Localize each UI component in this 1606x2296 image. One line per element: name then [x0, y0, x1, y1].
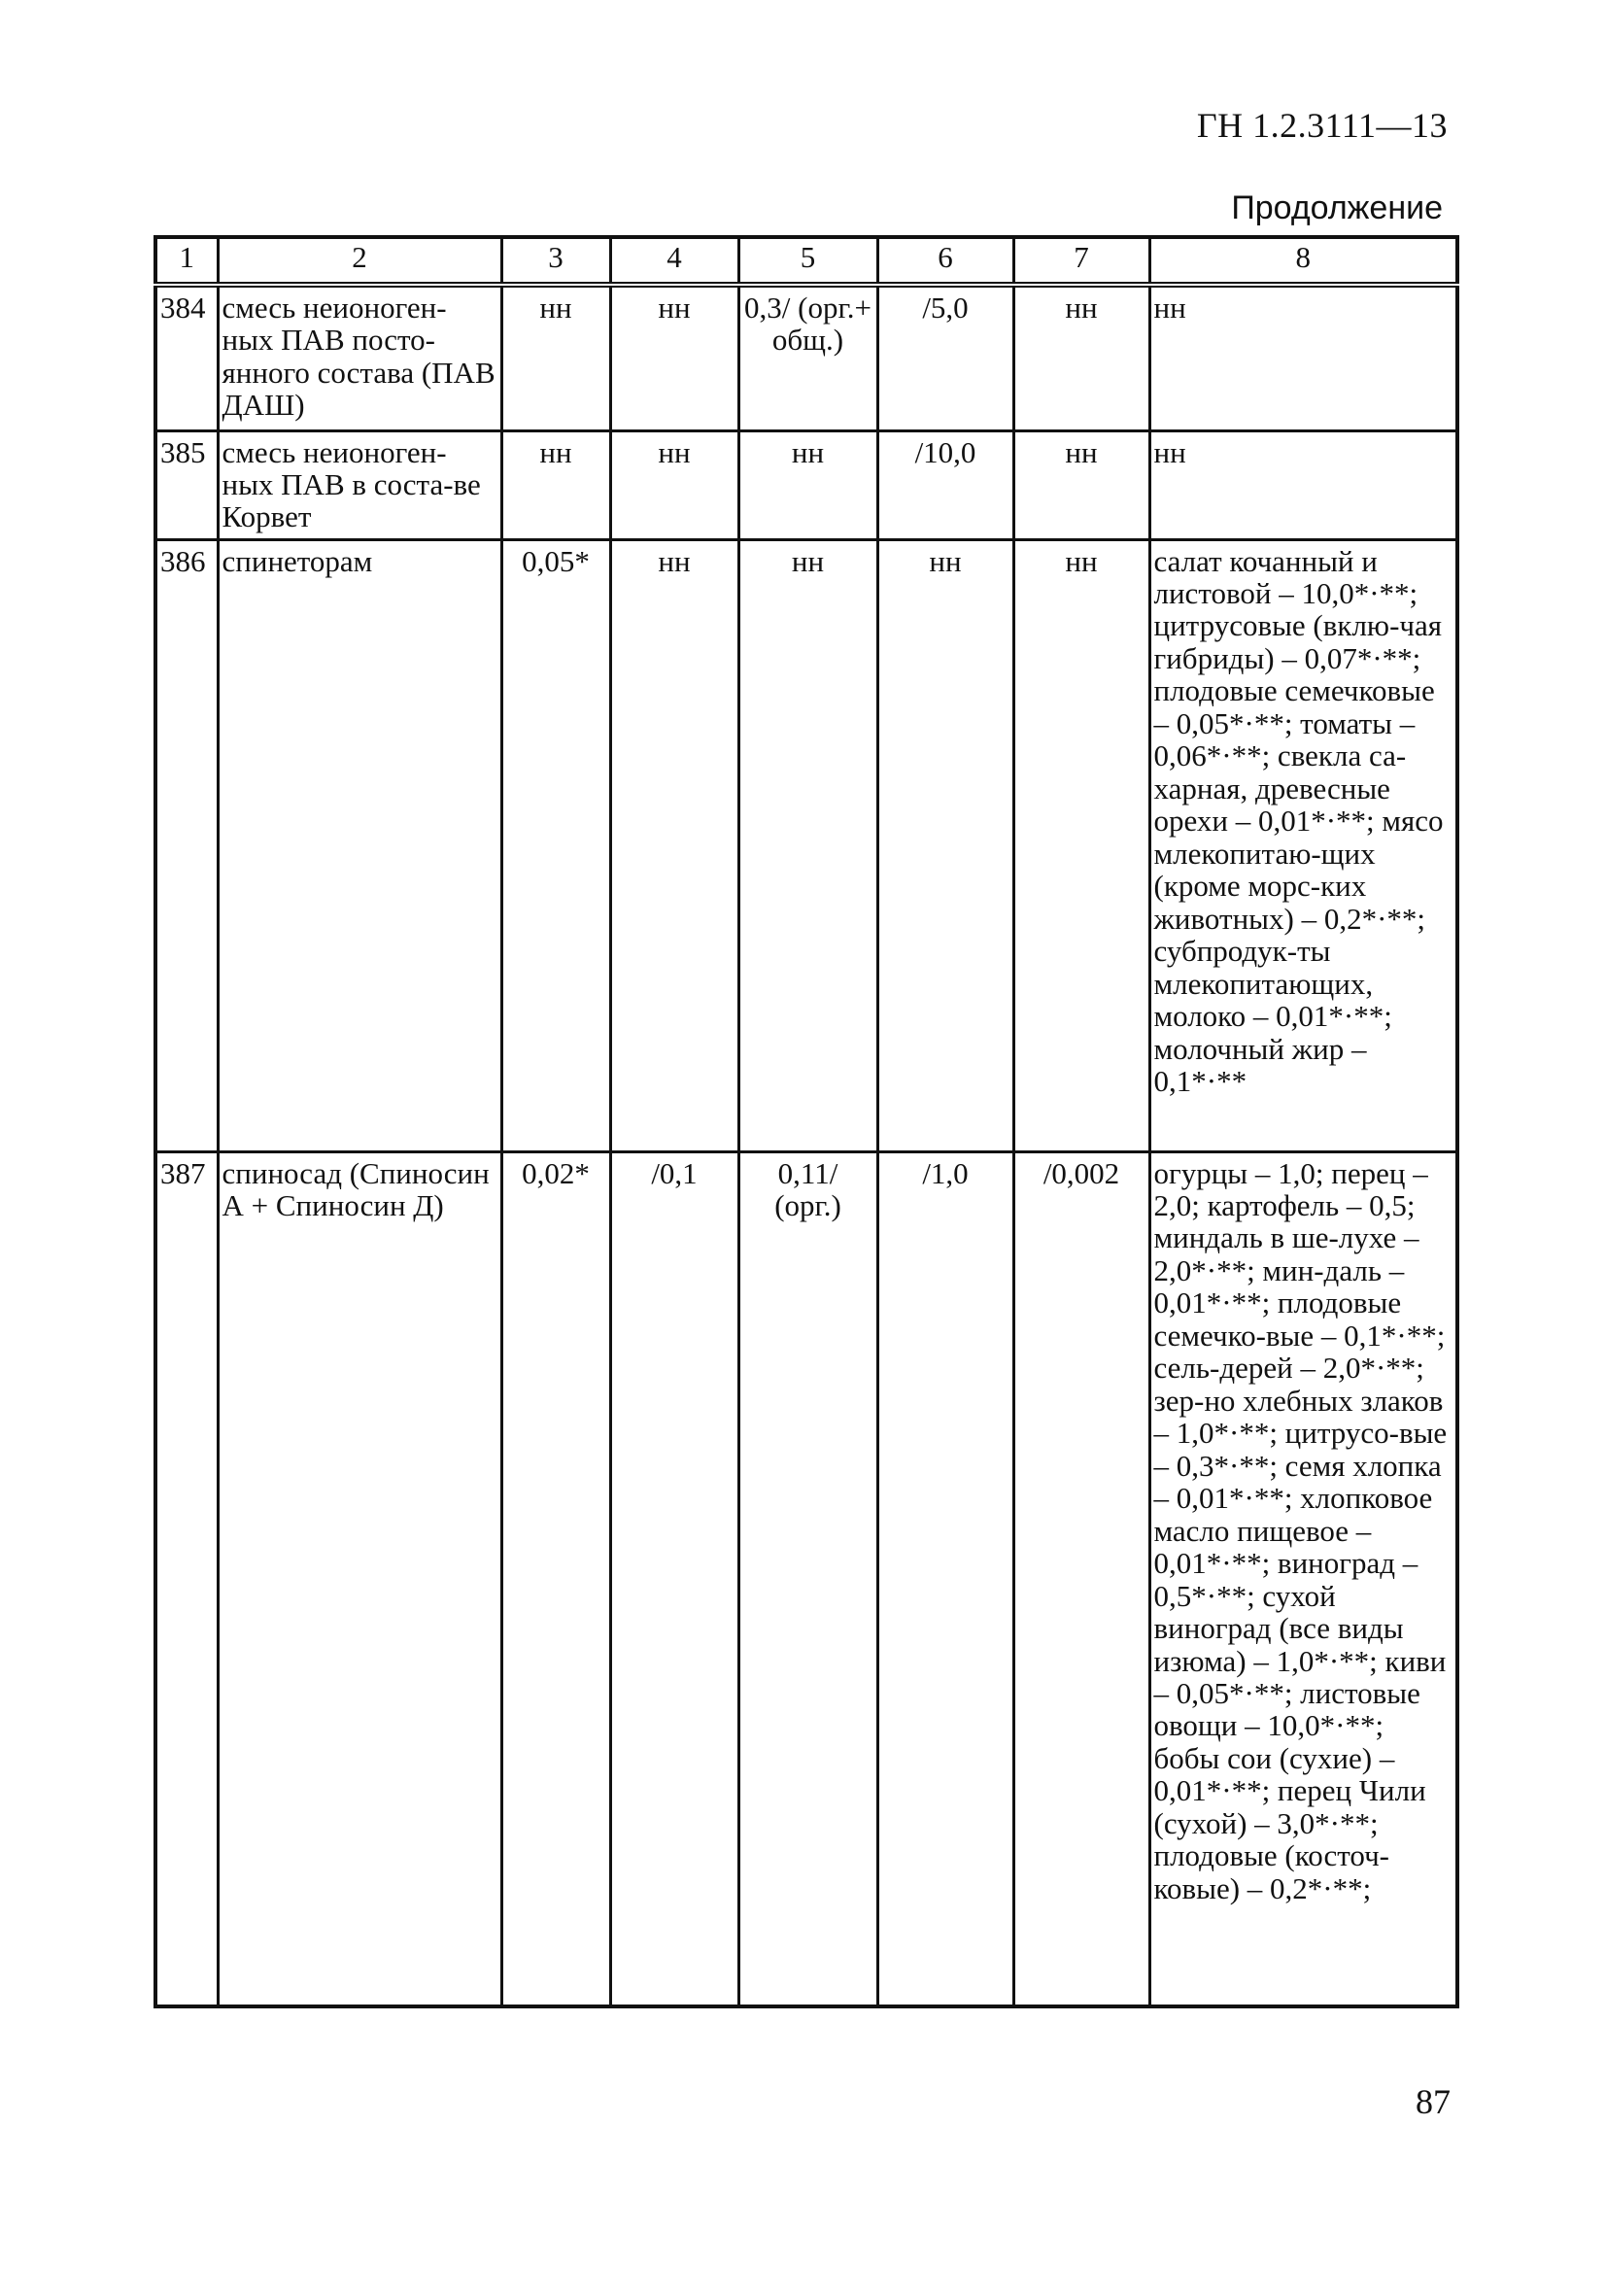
substance-name: смесь неионоген-ных ПАВ в соста-ве Корвет [218, 430, 501, 539]
column-header-3: 3 [501, 237, 610, 285]
row-number: 384 [155, 285, 218, 430]
table-row [155, 539, 1457, 1151]
cell-col4: нн [610, 539, 738, 1151]
cell-col5: 0,11/ (орг.) [738, 1151, 877, 2006]
header-row [155, 237, 1457, 285]
continuation-label: Продолжение [1231, 189, 1443, 226]
page-number: 87 [1416, 2082, 1451, 2121]
cell-col8: огурцы – 1,0; перец – 2,0; картофель – 0,5; миндаль в ше-лухе – 2,0*·**; мин-даль – 0,01*·**; плодовые семечко-вые – 0,1*·**; сель-дерей – 2,0*·**; зер-но хлебных злаков – 1,0*·**; цитрусо-вые – 0,3*·**; семя хлопка – 0,01*·**; хлопковое масло пищевое – 0,01*·**; виноград – 0,5*·**; сухой виноград (все виды изюма) – 1,0*·**; киви – 0,05*·**; листовые овощи – 10,0*·**; бобы сои (сухие) – 0,01*·**; перец Чили (сухой) – 3,0*·**; плодовые (косточ-ковые) – 0,2*·**; [1149, 1151, 1457, 2006]
cell-col3: нн [501, 430, 610, 539]
cell-col7: нн [1013, 430, 1149, 539]
row-number: 385 [155, 430, 218, 539]
column-header-5: 5 [738, 237, 877, 285]
cell-col4: нн [610, 285, 738, 430]
table-header [155, 237, 1457, 285]
cell-col3: 0,02* [501, 1151, 610, 2006]
cell-col7: нн [1013, 539, 1149, 1151]
row-number: 387 [155, 1151, 218, 2006]
cell-col6: /5,0 [877, 285, 1013, 430]
table-row [155, 285, 1457, 430]
cell-col5: 0,3/ (орг.+ общ.) [738, 285, 877, 430]
cell-col6: нн [877, 539, 1013, 1151]
column-header-6: 6 [877, 237, 1013, 285]
cell-col5: нн [738, 539, 877, 1151]
table-row [155, 430, 1457, 539]
cell-col7: нн [1013, 285, 1149, 430]
cell-col4: /0,1 [610, 1151, 738, 2006]
row-number: 386 [155, 539, 218, 1151]
substance-name: спиносад (Спиносин А + Спиносин Д) [218, 1151, 501, 2006]
cell-col6: /1,0 [877, 1151, 1013, 2006]
column-header-8: 8 [1149, 237, 1457, 285]
column-header-2: 2 [218, 237, 501, 285]
hygienic-norms-table [154, 235, 1459, 2008]
cell-col8: нн [1149, 430, 1457, 539]
cell-col3: нн [501, 285, 610, 430]
column-header-7: 7 [1013, 237, 1149, 285]
cell-col7: /0,002 [1013, 1151, 1149, 2006]
substance-name: смесь неионоген-ных ПАВ посто-янного состава (ПАВ ДАШ) [218, 285, 501, 430]
substance-name: спинеторам [218, 539, 501, 1151]
cell-col4: нн [610, 430, 738, 539]
cell-col5: нн [738, 430, 877, 539]
cell-col3: 0,05* [501, 539, 610, 1151]
document-code: ГН 1.2.3111—13 [1196, 106, 1448, 145]
column-header-1: 1 [155, 237, 218, 285]
cell-col8: нн [1149, 285, 1457, 430]
cell-col8: салат кочанный и листовой – 10,0*·**; цитрусовые (вклю-чая гибриды) – 0,07*·**; плодовые семечковые – 0,05*·**; томаты – 0,06*·**; свекла са-харная, древесные орехи – 0,01*·**; мясо млекопитаю-щих (кроме морс-ких животных) – 0,2*·**; субпродук-ты млекопитающих, молоко – 0,01*·**; молочный жир – 0,1*·** [1149, 539, 1457, 1151]
column-header-4: 4 [610, 237, 738, 285]
cell-col6: /10,0 [877, 430, 1013, 539]
table-row [155, 1151, 1457, 2006]
